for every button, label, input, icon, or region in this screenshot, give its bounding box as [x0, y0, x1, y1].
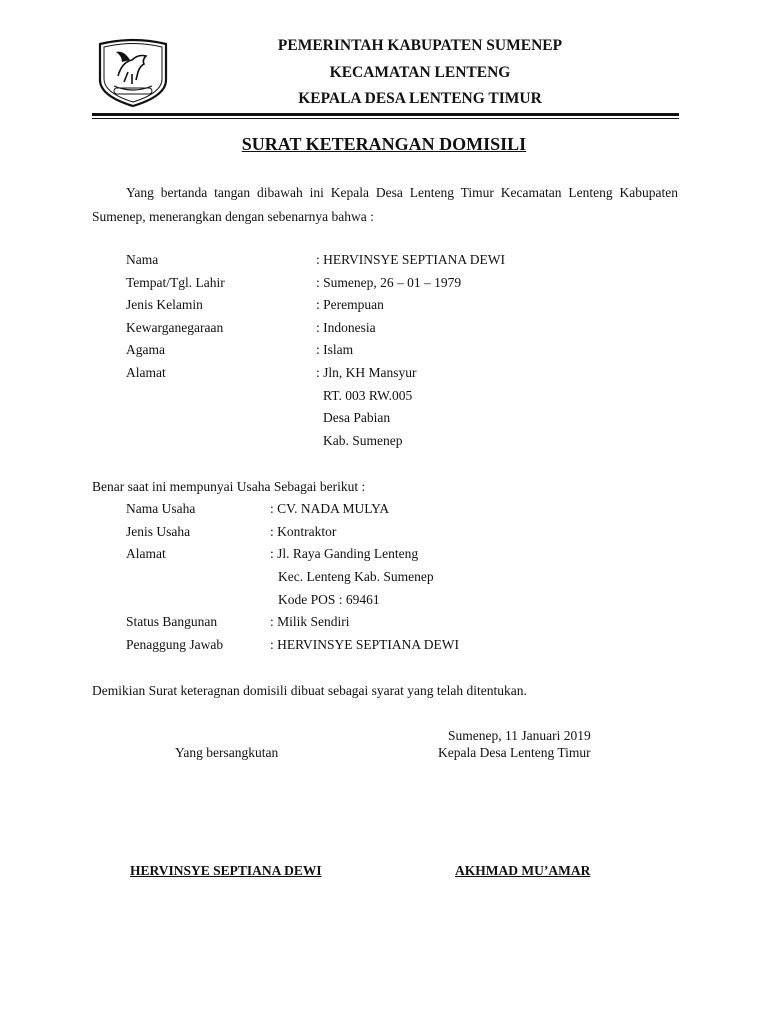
person-address-line-4: Kab. Sumenep [323, 433, 403, 448]
person-citizenship-label: Kewarganegaraan [126, 320, 224, 335]
business-address-line-2: Kec. Lenteng Kab. Sumenep [278, 569, 434, 584]
person-name-value: : HERVINSYE SEPTIANA DEWI [316, 252, 506, 267]
signature-left-title: Yang bersangkutan [175, 745, 279, 760]
business-name-label: Nama Usaha [126, 501, 196, 516]
header-line-3: KEPALA DESA LENTENG TIMUR [298, 90, 542, 107]
header-thick-rule [92, 113, 679, 116]
person-name-label: Nama [126, 252, 159, 267]
document-title: SURAT KETERANGAN DOMISILI [241, 134, 527, 154]
person-address-line-2: RT. 003 RW.005 [323, 388, 413, 403]
business-type-value: : Kontraktor [270, 524, 337, 539]
business-address-line-3: Kode POS : 69461 [278, 592, 380, 607]
person-address-label: Alamat [126, 365, 166, 380]
header-line-2: KECAMATAN LENTENG [329, 64, 511, 81]
person-address-value: : Jln, KH Mansyur [316, 365, 417, 380]
person-birth-value: : Sumenep, 26 – 01 – 1979 [316, 275, 462, 290]
person-gender-label: Jenis Kelamin [126, 297, 203, 312]
intro-paragraph: Yang bertanda tangan dibawah ini Kepala Desa Lenteng Timur Kecamatan Lenteng Kabupaten Sumenep, menerangkan dengan sebenarnya bahwa : [92, 185, 678, 224]
business-intro: Benar saat ini mempunyai Usaha Sebagai berikut : [92, 479, 366, 494]
person-religion-value: : Islam [316, 342, 354, 357]
person-religion-label: Agama [126, 342, 165, 357]
business-status-label: Status Bangunan [126, 614, 218, 629]
business-type-label: Jenis Usaha [126, 524, 191, 539]
signature-right-title: Kepala Desa Lenteng Timur [438, 745, 591, 760]
header-line-1: PEMERINTAH KABUPATEN SUMENEP [277, 37, 563, 54]
header-thin-rule [92, 118, 679, 119]
person-address-line-3: Desa Pabian [323, 410, 391, 425]
person-gender-value: : Perempuan [316, 297, 384, 312]
business-pic-label: Penaggung Jawab [126, 637, 224, 652]
signature-place-date: Sumenep, 11 Januari 2019 [448, 728, 591, 743]
business-status-value: : Milik Sendiri [270, 614, 350, 629]
business-address-value: : Jl. Raya Ganding Lenteng [270, 546, 419, 561]
closing-sentence: Demikian Surat keteragnan domisili dibuat sebagai syarat yang telah ditentukan. [92, 683, 527, 698]
person-citizenship-value: : Indonesia [316, 320, 376, 335]
business-address-label: Alamat [126, 546, 166, 561]
business-pic-value: : HERVINSYE SEPTIANA DEWI [270, 637, 460, 652]
person-birth-label: Tempat/Tgl. Lahir [126, 275, 225, 290]
signature-right-name: AKHMAD MU’AMAR [455, 863, 591, 878]
business-name-value: : CV. NADA MULYA [270, 501, 390, 516]
signature-left-name: HERVINSYE SEPTIANA DEWI [130, 863, 322, 878]
